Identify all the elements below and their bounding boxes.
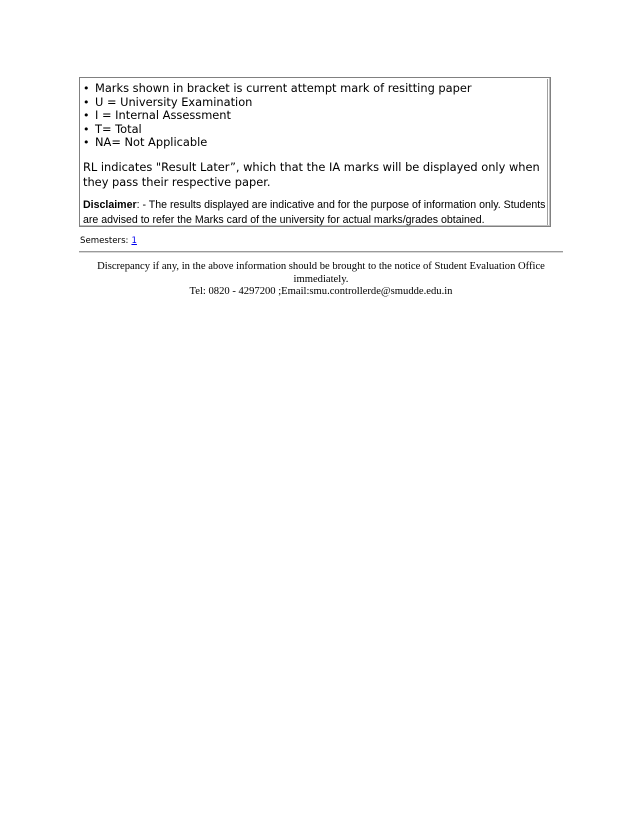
semesters-label: Semesters: [80,236,129,246]
notes-box [79,77,551,227]
contact-info: Tel: 0820 - 4297200 ;Email:smu.controllerde@smudde.edu.in [189,286,453,297]
disclaimer-label: Disclaimer [83,199,137,211]
divider [79,251,563,253]
legend-item: • Marks shown in bracket is current attempt mark of resitting paper [83,81,472,95]
legend-item: • T= Total [83,121,142,136]
semester-link-1[interactable]: 1 [131,236,137,246]
legend-list [83,82,472,150]
bullet-icon: • [83,95,90,109]
legend-item: • U = University Examination [83,94,253,109]
disclaimer [83,198,551,228]
bullet-icon: • [83,82,90,95]
footer [79,261,563,299]
rl-note: RL indicates "Result Later”, which that the IA marks will be displayed only when they pass their respective paper. [83,160,540,189]
discrepancy-notice: Discrepancy if any, in the above information should be brought to the notice of Student Evaluation Office immediately. [97,261,545,285]
legend-item: • I = Internal Assessment [83,108,231,123]
legend-item: • NA= Not Applicable [83,135,208,150]
bullet-icon: • [83,122,90,136]
bullet-icon: • [83,109,90,123]
disclaimer-text: : - The results displayed are indicative and for the purpose of information only. Students are advised to refer the Marks card of the university for actual marks/grades obtained. [83,199,546,226]
semesters-nav [80,236,137,246]
bullet-icon: • [83,136,90,150]
